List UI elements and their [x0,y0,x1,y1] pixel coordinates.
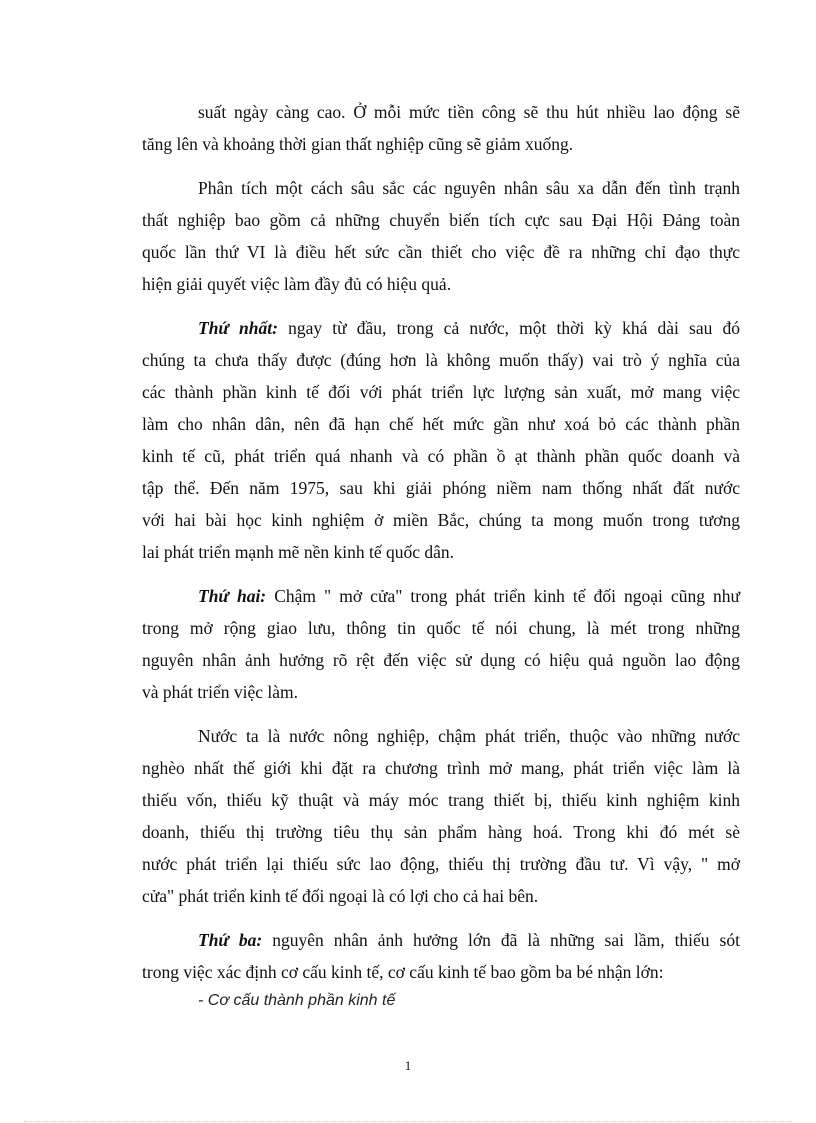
paragraph-lead: Thứ ba: [198,930,263,950]
document-page [142,96,740,1018]
text-fragment: nguyên nhân ảnh hưởng lớn đã là những sai lầm, thiếu sót [272,930,740,950]
bullet-list [142,988,740,1018]
text-line: lai phát triển mạnh mẽ nền kinh tế quốc dân. [142,542,454,562]
paragraph-third-reason [142,924,740,988]
text-fragment: ngay từ đầu, trong cả nước, một thời kỳ khá dài sau đó [288,318,740,338]
page-boundary-divider [24,1121,792,1122]
text-line: tăng lên và khoảng thời gian thất nghiệp cũng sẽ giảm xuống. [142,134,574,154]
text-line: các thành phần kinh tế đối với phát triển lực lượng sản xuất, mở mang việc [142,382,740,402]
text-line: nghèo nhất thế giới khi đặt ra chương trình mở mang, phát triển việc làm là [142,758,740,778]
text-line: nước phát triển lại thiếu sức lao động, thiếu thị trường đầu tư. Vì vậy, " mở [142,854,740,874]
text-line: tập thể. Đến năm 1975, sau khi giải phóng niềm nam thống nhất đất nước [142,478,740,498]
text-line: nguyên nhân ảnh hưởng rõ rệt đến việc sử dụng có hiệu quả nguồn lao động [142,650,740,670]
text-line: trong việc xác định cơ cấu kinh tế, cơ cấu kinh tế bao gồm ba bé nhận lớn: [142,962,664,982]
paragraph-analysis [142,172,740,300]
text-line: cửa" phát triển kinh tế đối ngoại là có lợi cho cả hai bên. [142,886,539,906]
paragraph-wages [142,96,740,160]
text-line: Phân tích một cách sâu sắc các nguyên nhân sâu xa dẫn đến tình trạnh [198,178,740,198]
text-line: suất ngày càng cao. Ở mỗi mức tiền công sẽ thu hút nhiều lao động sẽ [198,102,740,122]
paragraph-second-reason [142,580,740,708]
page-number: 1 [404,1058,412,1073]
text-line: trong mở rộng giao lưu, thông tin quốc tế nói chung, là mét trong những [142,618,740,638]
text-line: chúng ta chưa thấy được (đúng hơn là không muốn thấy) vai trò ý nghĩa của [142,350,740,370]
text-line [142,580,740,612]
paragraph-agriculture [142,720,740,912]
text-line [142,924,740,956]
text-line: hiện giải quyết việc làm đầy đủ có hiệu quả. [142,274,452,294]
text-line: kinh tế cũ, phát triển quá nhanh và có phần ồ ạt thành phần quốc doanh và [142,446,740,466]
text-line: quốc lần thứ VI là điều hết sức cần thiết cho việc đề ra những chỉ đạo thực [142,242,740,262]
text-line: làm cho nhân dân, nên đã hạn chế hết mức gần như xoá bỏ các thành phần [142,414,740,434]
text-line: và phát triển việc làm. [142,682,298,702]
text-line: Nước ta là nước nông nghiệp, chậm phát triển, thuộc vào những nước [198,726,740,746]
text-line: với hai bài học kinh nghiệm ở miền Bắc, chúng ta mong muốn trong tương [142,510,740,530]
list-item: - Cơ cấu thành phần kinh tế [198,992,396,1009]
paragraph-first-reason [142,312,740,568]
paragraph-lead: Thứ hai: [198,586,267,606]
text-fragment: Chậm " mở cửa" trong phát triển kinh tế đối ngoại cũng như [274,586,740,606]
text-line [142,312,740,344]
text-line: thất nghiệp bao gồm cả những chuyển biến tích cực sau Đại Hội Đảng toàn [142,210,740,230]
text-line: doanh, thiếu thị trường tiêu thụ sản phẩm hàng hoá. Trong khi đó mét sè [142,822,740,842]
text-line: thiếu vốn, thiếu kỹ thuật và máy móc trang thiết bị, thiếu kinh nghiệm kinh [142,790,740,810]
paragraph-lead: Thứ nhất: [198,318,278,338]
